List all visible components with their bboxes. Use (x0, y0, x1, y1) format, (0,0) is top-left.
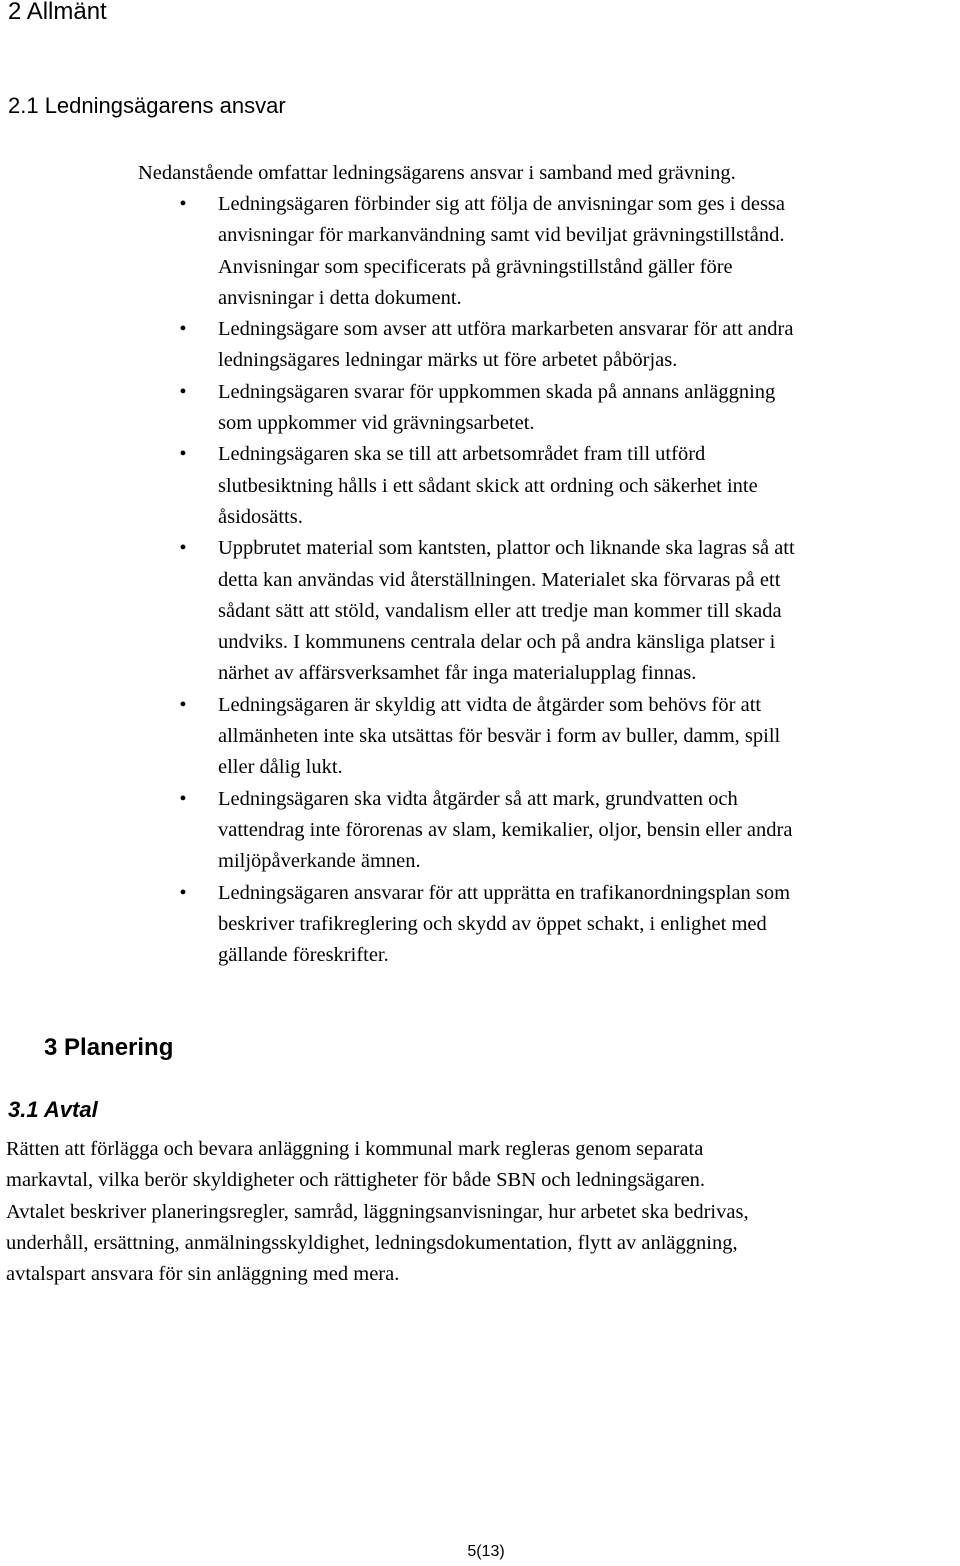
list-item-line: Ledningsägaren svarar för uppkommen skada på annans anläggning (218, 380, 776, 403)
list-item-line: som uppkommer vid grävningsarbetet. (218, 412, 535, 435)
bullet-icon: • (179, 537, 187, 560)
list-item-line: anvisningar i detta dokument. (218, 286, 462, 309)
list-item-line: Anvisningar som specificerats på grävningstillstånd gäller före (218, 255, 733, 278)
bullet-icon: • (179, 193, 187, 215)
list-item-line: ledningsägares ledningar märks ut före arbetet påbörjas. (218, 349, 678, 372)
list-item (179, 533, 960, 689)
list-item (179, 377, 960, 440)
list-item-line: allmänheten inte ska utsättas för besvär i form av buller, damm, spill (218, 725, 781, 748)
section-heading-allmant: 2 Allmänt (8, 0, 107, 25)
list-item-line: eller dålig lukt. (218, 756, 343, 779)
page-number: 5(13) (467, 1543, 505, 1560)
list-item-line: åsidosätts. (218, 505, 303, 528)
list-item-line: Ledningsägaren ansvarar för att upprätta en trafikanordningsplan som (218, 881, 791, 904)
list-item-line: miljöpåverkande ämnen. (218, 850, 421, 873)
list-item (179, 439, 960, 533)
list-item-line: sådant sätt att stöld, vandalism eller att tredje man kommer till skada (218, 599, 782, 622)
paragraph-line: Avtalet beskriver planeringsregler, samråd, läggningsanvisningar, hur arbetet ska bedrivas, (6, 1200, 749, 1223)
list-item (179, 314, 960, 377)
bullet-icon: • (179, 693, 187, 716)
bullet-icon: • (179, 380, 187, 403)
list-item-line: Ledningsägaren förbinder sig att följa de anvisningar som ges i dessa (218, 193, 786, 215)
paragraph-line: markavtal, vilka berör skyldigheter och rättigheter för både SBN och ledningsägaren. (6, 1169, 706, 1192)
subsection-heading-ledningsagarens-ansvar: 2.1 Ledningsägarens ansvar (8, 93, 286, 118)
list-item-line: närhet av affärsverksamhet får inga materialupplag finnas. (218, 662, 697, 685)
list-item-line: slutbesiktning hålls i ett sådant skick att ordning och säkerhet inte (218, 474, 758, 497)
paragraph-line: underhåll, ersättning, anmälningsskyldighet, ledningsdokumentation, flytt av anläggning, (6, 1231, 738, 1254)
list-item-line: Uppbrutet material som kantsten, plattor och liknande ska lagras så att (218, 537, 795, 560)
bullet-icon: • (179, 318, 187, 341)
list-item-line: Ledningsägaren ska se till att arbetsområdet fram till utförd (218, 443, 706, 466)
section-heading-planering: 3 Planering (44, 1034, 174, 1061)
list-item-line: Ledningsägaren ska vidta åtgärder så att mark, grundvatten och (218, 787, 738, 810)
list-item-line: vattendrag inte förorenas av slam, kemikalier, oljor, bensin eller andra (218, 818, 793, 841)
responsibility-list (179, 189, 960, 971)
list-item-line: detta kan användas vid återställningen. Materialet ska förvaras på ett (218, 568, 781, 591)
list-item-line: Ledningsägare som avser att utföra markarbeten ansvarar för att andra (218, 318, 794, 341)
bullet-icon: • (179, 787, 187, 810)
list-item (179, 690, 960, 784)
bullet-icon: • (179, 443, 187, 466)
list-item (179, 189, 960, 314)
subsection-heading-avtal: 3.1 Avtal (8, 1097, 98, 1122)
avtal-paragraph (6, 1134, 960, 1290)
paragraph-line: Rätten att förlägga och bevara anläggning i kommunal mark regleras genom separata (6, 1138, 704, 1160)
list-item (179, 784, 960, 878)
list-item-line: anvisningar för markanvändning samt vid beviljat grävningstillstånd. (218, 224, 785, 247)
list-item-line: Ledningsägaren är skyldig att vidta de åtgärder som behövs för att (218, 693, 762, 716)
list-item-line: undviks. I kommunens centrala delar och på andra känsliga platser i (218, 631, 776, 654)
intro-text: Nedanstående omfattar ledningsägarens ansvar i samband med grävning. (138, 162, 736, 184)
bullet-icon: • (179, 881, 187, 904)
list-item-line: gällande föreskrifter. (218, 944, 389, 967)
list-item (179, 878, 960, 972)
list-item-line: beskriver trafikreglering och skydd av öppet schakt, i enlighet med (218, 912, 767, 935)
paragraph-line: avtalspart ansvara för sin anläggning med mera. (6, 1263, 400, 1286)
